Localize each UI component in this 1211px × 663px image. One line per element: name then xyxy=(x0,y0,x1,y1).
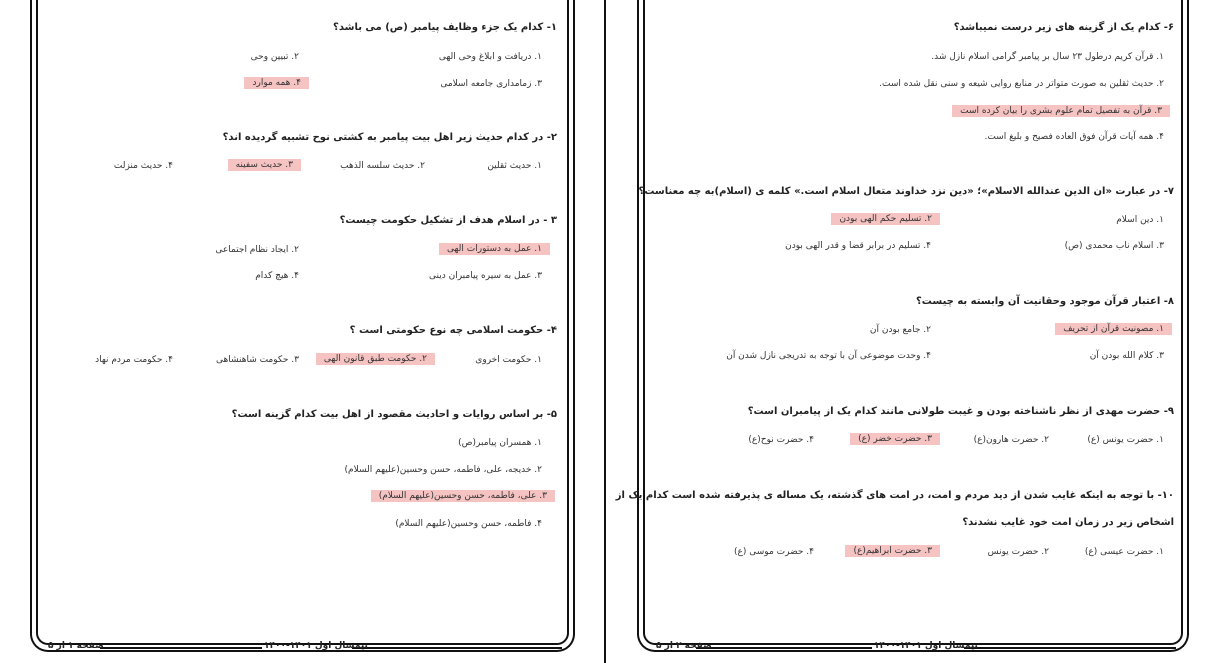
option-answer: ۲. حکومت طبق قانون الهی xyxy=(316,353,435,365)
option: ۱. حکومت اخروی xyxy=(475,355,542,365)
footer-rule xyxy=(352,647,562,649)
option: ۲. حدیث ثقلین به صورت متواتر در منابع روایی شیعه و سنی نقل شده است. xyxy=(879,79,1164,89)
question-4: ۴- حکومت اسلامی چه نوع حکومتی است ؟ xyxy=(349,325,557,336)
question-6: ۶- کدام یک از گزینه های زیر درست نمیباشد؟ xyxy=(953,22,1174,33)
right-page xyxy=(606,0,1211,663)
option-answer: ۳. حضرت ابراهیم(ع) xyxy=(845,545,940,557)
option-answer: ۳. حدیث سفینه xyxy=(228,159,301,171)
option: ۴. هیچ کدام xyxy=(255,271,299,281)
option: ۱. دین اسلام xyxy=(1116,215,1164,225)
question-1: ۱- کدام یک جزء وظایف پیامبر (ص) می باشد؟ xyxy=(333,22,557,33)
question-2: ۲- در کدام حدیث زیر اهل بیت پیامبر به کشتی نوح تشبیه گردیده اند؟ xyxy=(222,132,557,143)
question-8: ۸- اعتبار قرآن موجود وحقانیت آن وابسته به چیست؟ xyxy=(916,296,1174,307)
footer-page-number: صفحه ۱ از ۵ xyxy=(48,641,104,651)
option-answer: ۱. عمل به دستورات الهی xyxy=(439,243,550,255)
question-7: ۷- در عبارت «ان الدین عندالله الاسلام»؛ «دین نزد خداوند متعال اسلام است.» کلمه ی (اسلام)به چه معناست؟ xyxy=(638,186,1174,197)
option: ۱. حضرت یونس (ع) xyxy=(1087,435,1164,445)
option: ۴. حضرت نوح(ع) xyxy=(748,435,814,445)
option: ۴. حضرت موسی (ع) xyxy=(734,547,814,557)
option: ۲. ایجاد نظام اجتماعی xyxy=(215,245,299,255)
option: ۲. خدیجه، علی، فاطمه، حسن وحسین(علیهم السلام) xyxy=(344,465,542,475)
option: ۱. حدیث ثقلین xyxy=(487,161,542,171)
option: ۲. حضرت هارون(ع) xyxy=(973,435,1049,445)
questions-right xyxy=(615,0,1174,640)
option: ۳. عمل به سیره پیامبران دینی xyxy=(429,271,542,281)
option: ۲. تبیین وحی xyxy=(250,52,299,62)
option-answer: ۳. حضرت خضر (ع) xyxy=(850,433,940,445)
option-answer: ۱. مصونیت قرآن از تحریف xyxy=(1055,323,1172,335)
option: ۴. حکومت مردم نهاد xyxy=(95,355,173,365)
option-answer: ۳. قرآن به تفصیل تمام علوم بشری را بیان کرده است xyxy=(952,105,1170,117)
question-3: ۳ - در اسلام هدف از تشکیل حکومت چیست؟ xyxy=(339,215,557,226)
option-answer: ۴. همه موارد xyxy=(244,77,309,89)
option: ۲. حضرت یونس xyxy=(987,547,1049,557)
option: ۱. همسران پیامبر(ص) xyxy=(458,438,542,448)
footer-term: نیمسال اول ۱۴۰۱-۱۴۰۰ xyxy=(874,641,978,651)
option: ۳. حکومت شاهنشاهی xyxy=(215,355,299,365)
option: ۳. کلام الله بودن آن xyxy=(1089,351,1164,361)
option: ۴. وحدت موضوعی آن با توجه به تدریجی نازل شدن آن xyxy=(726,351,931,361)
option: ۴. فاطمه، حسن وحسین(علیهم السلام) xyxy=(395,519,542,529)
option: ۲. جامع بودن آن xyxy=(869,325,931,335)
footer-term: نیمسال اول ۱۴۰۱-۱۴۰۰ xyxy=(264,641,368,651)
footer-rule xyxy=(696,647,872,649)
option: ۳. اسلام ناب محمدی (ص) xyxy=(1064,241,1164,251)
footer-page-number: صفحه ۲ از ۵ xyxy=(656,641,712,651)
option: ۱. قرآن کریم درطول ۲۳ سال بر پیامبر گرامی اسلام نازل شد. xyxy=(931,52,1164,62)
option: ۱. دریافت و ابلاغ وحی الهی xyxy=(438,52,542,62)
option-answer: ۳. علی، فاطمه، حسن وحسین(علیهم السلام) xyxy=(371,490,555,502)
option: ۱. حضرت عیسی (ع) xyxy=(1084,547,1164,557)
footer-rule xyxy=(100,647,262,649)
option-answer: ۲. تسلیم حکم الهی بودن xyxy=(831,213,940,225)
option: ۴. تسلیم در برابر قضا و قدر الهی بودن xyxy=(785,241,931,251)
question-10: ۱۰- با توجه به اینکه غایب شدن از دید مردم و امت، در امت های گذشته، یک مساله ی پذیرفته شده است کدام یک از xyxy=(615,490,1174,501)
option: ۲. حدیث سلسه الذهب xyxy=(340,161,425,171)
question-9: ۹- حضرت مهدی از نظر ناشناخته بودن و غیبت طولانی مانند کدام یک از پیامبران است؟ xyxy=(747,406,1174,417)
option: ۴. حدیث منزلت xyxy=(113,161,173,171)
footer-rule xyxy=(964,647,1176,649)
option: ۴. همه آیات قرآن فوق العاده فصیح و بلیغ است. xyxy=(984,132,1164,142)
questions-left xyxy=(50,0,557,640)
question-10-cont: اشخاص زیر در زمان امت خود غایب نشدند؟ xyxy=(962,517,1174,528)
option: ۳. زمامداری جامعه اسلامی xyxy=(440,79,542,89)
left-page xyxy=(0,0,605,663)
question-5: ۵- بر اساس روایات و احادیث مقصود از اهل بیت کدام گزینه است؟ xyxy=(231,409,557,420)
